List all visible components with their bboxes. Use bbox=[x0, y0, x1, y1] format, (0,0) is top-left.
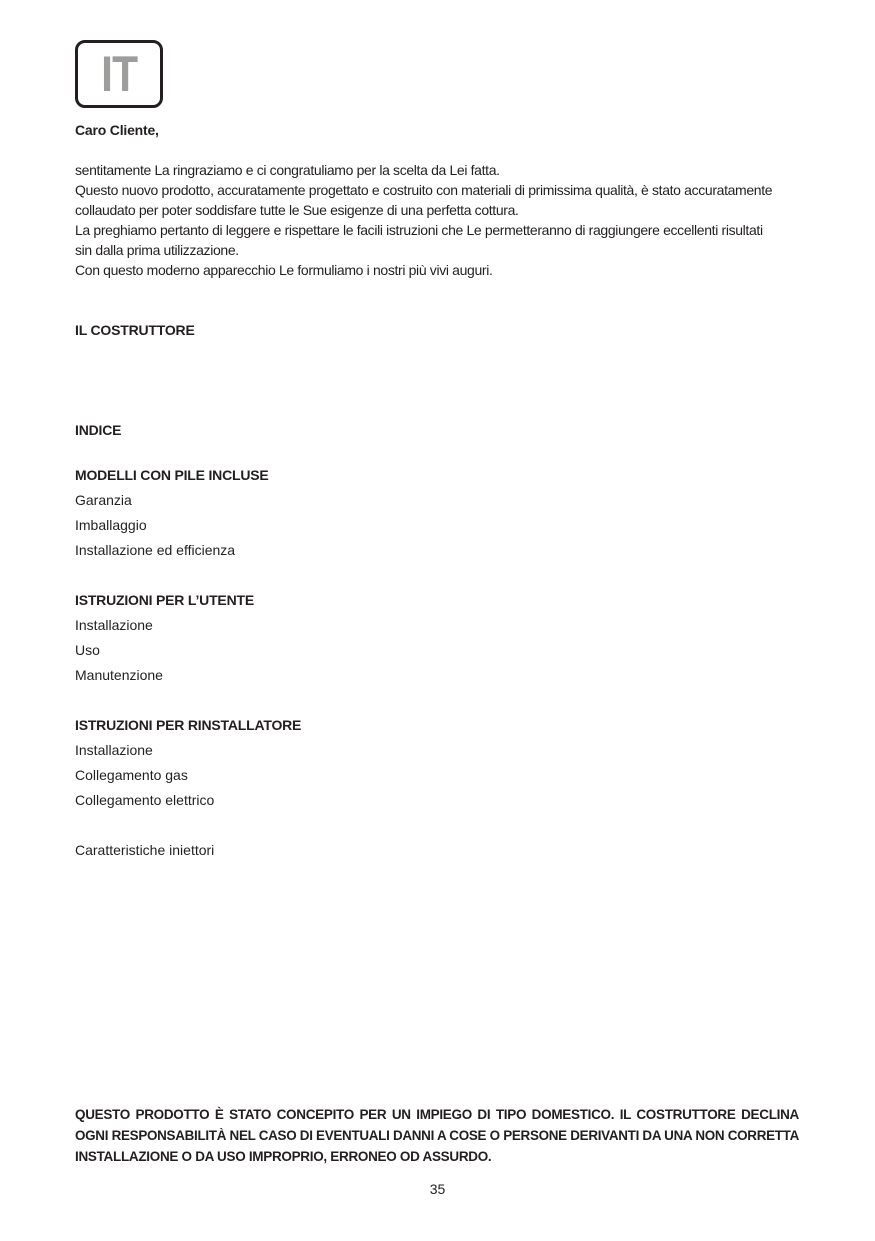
index-item: Collegamento elettrico bbox=[75, 792, 215, 808]
disclaimer bbox=[75, 1104, 799, 1167]
greeting: Caro Cliente, bbox=[75, 122, 159, 138]
index-item: Caratteristiche iniettori bbox=[75, 842, 215, 858]
manufacturer-signature: IL COSTRUTTORE bbox=[75, 322, 195, 338]
intro-line: Con questo moderno apparecchio Le formuliamo i nostri più vivi auguri. bbox=[75, 262, 493, 278]
intro-line: Questo nuovo prodotto, accuratamente progettato e costruito con materiali di primissima qualità, è stato accuratamente bbox=[75, 182, 773, 198]
intro-line: La preghiamo pertanto di leggere e rispettare le facili istruzioni che Le permetteranno di raggiungere eccellenti risultati bbox=[75, 222, 763, 238]
index-item: Manutenzione bbox=[75, 667, 163, 683]
index-item: Installazione bbox=[75, 742, 153, 758]
disclaimer-line: INSTALLAZIONE O DA USO IMPROPRIO, ERRONEO OD ASSURDO. bbox=[75, 1149, 492, 1164]
index-item: Garanzia bbox=[75, 492, 132, 508]
index-item: Uso bbox=[75, 642, 100, 658]
index-item: Installazione bbox=[75, 617, 153, 633]
index-section-heading: ISTRUZIONI PER RINSTALLATORE bbox=[75, 717, 302, 733]
disclaimer-line: QUESTO PRODOTTO È STATO CONCEPITO PER UN IMPIEGO DI TIPO DOMESTICO. IL COSTRUTTORE DECLINA bbox=[75, 1107, 799, 1122]
language-code: IT bbox=[100, 46, 138, 102]
disclaimer-line: OGNI RESPONSABILITÀ NEL CASO DI EVENTUALI DANNI A COSE O PERSONE DERIVANTI DA UNA NON CORRETTA bbox=[75, 1128, 800, 1143]
intro-line: collaudato per poter soddisfare tutte le Sue esigenze di una perfetta cottura. bbox=[75, 202, 519, 218]
intro-line: sentitamente La ringraziamo e ci congratuliamo per la scelta da Lei fatta. bbox=[75, 162, 500, 178]
index-item: Imballaggio bbox=[75, 517, 147, 533]
intro-line: sin dalla prima utilizzazione. bbox=[75, 242, 239, 258]
index-title: INDICE bbox=[75, 422, 122, 438]
index-section-heading: ISTRUZIONI PER L’UTENTE bbox=[75, 592, 254, 608]
index-section-heading: MODELLI CON PILE INCLUSE bbox=[75, 467, 269, 483]
page-number: 35 bbox=[429, 1181, 446, 1197]
index-item: Collegamento gas bbox=[75, 767, 188, 783]
language-badge bbox=[75, 40, 163, 108]
index-item: Installazione ed efficienza bbox=[75, 542, 236, 558]
